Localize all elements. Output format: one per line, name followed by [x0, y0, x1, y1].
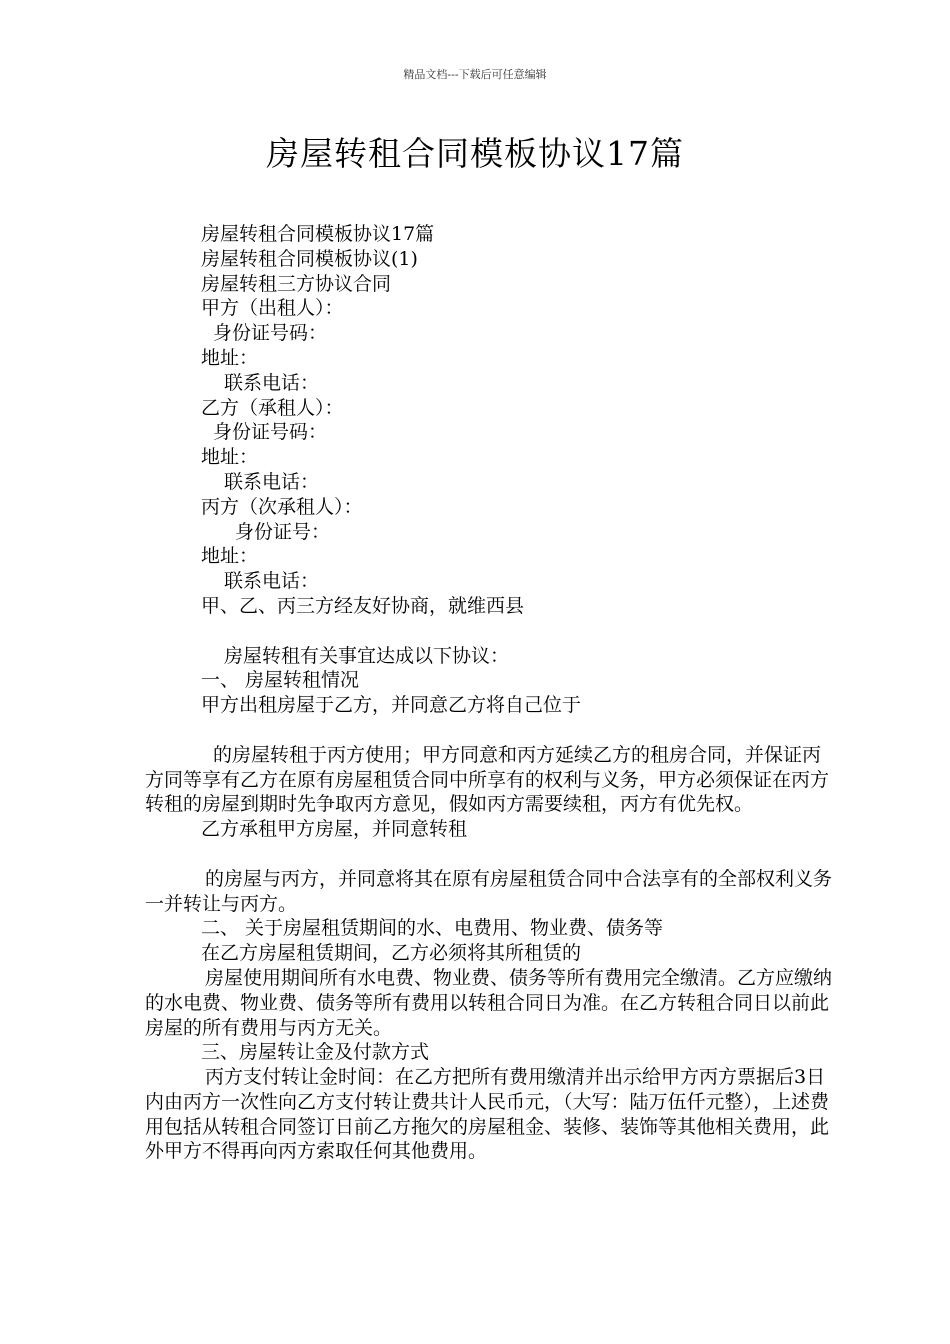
- text-line: 乙方（承租人）：: [201, 396, 344, 419]
- text-line: 联系电话：: [224, 371, 320, 394]
- text-line: 地址：: [201, 446, 259, 469]
- text-line: 房屋转租合同模板协议17篇: [201, 223, 435, 245]
- paragraph: 房屋使用期间所有水电费、物业费、债务等所有费用完全缴清。乙方应缴纳的水电费、物业费、债务等所有费用以转租合同日为准。在乙方转租合同日以前此房屋的所有费用与丙方无关。: [145, 966, 833, 1039]
- blank-line: [145, 718, 835, 743]
- text-line: 乙方承租甲方房屋，并同意转租: [201, 818, 468, 841]
- text-line: 甲方（出租人）：: [201, 297, 344, 320]
- document-title: 房屋转租合同模板协议17篇: [266, 134, 684, 173]
- text-line: 地址：: [201, 346, 259, 369]
- paragraph: 丙方支付转让金时间：在乙方把所有费用缴清并出示给甲方丙方票据后3日内由丙方一次性向乙方支付转让费共计人民币元，（大写：陆万伍仟元整），上述费用包括从转租合同签订日前乙方拖欠的房屋租金、装修、装饰等其他相关费用，此外甲方不得再向丙方索取任何其他费用。: [145, 1066, 830, 1163]
- text-line: 联系电话：: [224, 470, 320, 493]
- text-line: 地址：: [201, 545, 259, 568]
- text-line: 联系电话：: [224, 570, 320, 593]
- text-line: 房屋转租有关事宜达成以下协议：: [224, 644, 510, 667]
- document-body: [145, 222, 835, 1164]
- text-line: 身份证号码：: [213, 421, 328, 444]
- header-note: 精品文档---下载后可任意编辑: [403, 68, 547, 81]
- text-line: 甲、乙、丙三方经友好协商，就维西县: [201, 594, 525, 617]
- text-line: 丙方（次承租人）：: [201, 495, 363, 518]
- blank-line: [145, 619, 835, 644]
- section-heading: 一、 房屋转租情况: [201, 669, 360, 692]
- text-line: 房屋转租合同模板协议(1): [201, 247, 418, 270]
- text-line: 在乙方房屋租赁期间，乙方必须将其所租赁的: [201, 942, 582, 965]
- blank-line: [145, 842, 835, 867]
- section-heading: 三、房屋转让金及付款方式: [201, 1041, 430, 1064]
- paragraph: 的房屋与丙方，并同意将其在原有房屋租赁合同中合法享有的全部权利义务一并转让与丙方。: [145, 867, 833, 915]
- text-line: 房屋转租三方协议合同: [201, 272, 392, 295]
- text-line: 身份证号：: [235, 520, 331, 543]
- text-line: 甲方出租房屋于乙方，并同意乙方将自己位于: [201, 694, 582, 717]
- text-line: 身份证号码：: [213, 322, 328, 345]
- paragraph: 的房屋转租于丙方使用；甲方同意和丙方延续乙方的租房合同，并保证丙方同等享有乙方在原有房屋租赁合同中所享有的权利与义务，甲方必须保证在丙方转租的房屋到期时先争取丙方意见，假如丙方需要续租，丙方有优先权。: [145, 743, 830, 816]
- section-heading: 二、 关于房屋租赁期间的水、电费用、物业费、债务等: [201, 917, 664, 940]
